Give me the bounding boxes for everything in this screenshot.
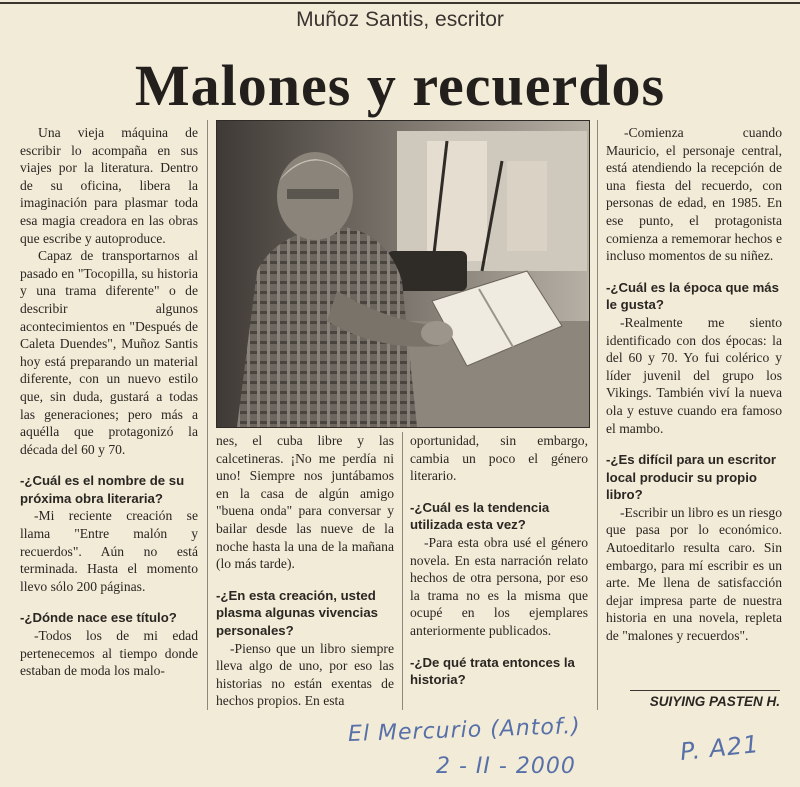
paragraph: -Todos los de mi edad pertenecemos al tiempo donde estaban de moda los malo- (20, 628, 198, 679)
handwritten-source: El Mercurio (Antof.) (347, 713, 582, 748)
column-divider (207, 120, 208, 710)
paragraph: Capaz de transportarnos al pasado en "Tocopilla, su historia y una trama diferente" o de describir algunos acontecimientos en "Después de Caleta Duendes", Muñoz Santis hoy está preparando un material diferente, con un nuevo estilo que, sin duda, gustará a todas las generaciones; pero más a aquélla que protagonizó la década del 60 y 70. (20, 248, 198, 457)
paragraph: Una vieja máquina de escribir lo acompaña en sus viajes por la literatura. Dentro de su oficina, libera la imaginación para plasmar toda esa magia creadora en las obras que escribe y autoproduce. (20, 125, 198, 246)
article-kicker: Muñoz Santis, escritor (296, 8, 504, 31)
byline-rule (630, 690, 780, 691)
top-rule (0, 2, 800, 4)
interview-question: -¿Cuál es el nombre de su próxima obra literaria? (20, 473, 185, 506)
article-column-3 (410, 432, 588, 689)
paragraph: -Comienza cuando Mauricio, el personaje central, está atendiendo la recepción de una fiesta del recuerdo, con personas de edad, en 1985. En ese punto, el protagonista comienza a rememorar hechos e incluso momentos de su niñez. (606, 125, 782, 264)
paragraph: -Para esta obra usé el género novela. En esta narración relato hechos de otra persona, por eso la trama no es la misma que ocupé en los ejemplares anteriormente publicados. (410, 534, 588, 638)
interview-question: -¿Dónde nace ese título? (20, 610, 177, 626)
interview-question: -¿De qué trata entonces la historia? (410, 654, 575, 688)
paragraph: -Escribir un libro es un riesgo que pasa por lo económico. Autoeditarlo resulta caro. Sin embargo, para mí escribir es un arte. Me llena de satisfacción dejar impresa parte de nuestra historia en una novela, repleta de "malones y recuerdos". (606, 504, 782, 644)
handwritten-page: P. A21 (678, 729, 761, 767)
paragraph-continued: nes, el cuba libre y las calcetineras. ¡No me perdía ni uno! Siempre nos juntábamos en la casa de algún amigo "buena onda" para conversar y bailar desde las nueve de la noche hasta la una de la mañana (lo más tarde). (216, 433, 394, 572)
handwritten-date: 2 - II - 2000 (436, 754, 576, 779)
article-column-1 (20, 124, 198, 680)
column-divider (597, 120, 598, 710)
article-column-2 (216, 432, 394, 710)
interview-question: -¿Cuál es la tendencia utilizada esta vez? (410, 499, 550, 533)
interview-question: -¿Es difícil para un escritor local producir su propio libro? (606, 452, 777, 503)
article-headline: Malones y recuerdos (134, 53, 666, 118)
author-at-desk-illustration (217, 121, 589, 427)
paragraph: -Realmente me siento identificado con dos épocas: la del 60 y 70. Yo fui colérico y líder juvenil del grupo los Vikings. También viví la nueva ola y estuve cuando era famoso el mambo. (606, 314, 782, 436)
article-column-4 (606, 124, 782, 645)
interview-question: -¿En esta creación, usted plasma algunas vivencias personales? (216, 587, 378, 638)
paragraph: -Pienso que un libro siempre lleva algo de uno, por eso las historias no están exentas de hechos propios. En esta (216, 640, 394, 709)
column-divider (402, 432, 403, 710)
article-byline: SUIYING PASTEN H. (649, 694, 780, 709)
author-photo (216, 120, 590, 428)
paragraph: -Mi reciente creación se llama "Entre malón y recuerdos". Aún no está terminada. Hasta el momento llevo sólo 200 páginas. (20, 508, 198, 594)
interview-question: -¿Cuál es la época que más le gusta? (606, 279, 779, 313)
paragraph-continued: oportunidad, sin embargo, cambia un poco el género literario. (410, 433, 588, 484)
